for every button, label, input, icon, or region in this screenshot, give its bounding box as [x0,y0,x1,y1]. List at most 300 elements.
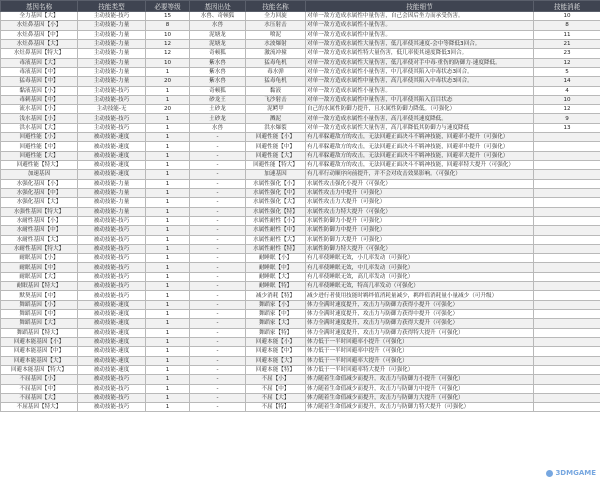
cost-cell [534,347,600,356]
source-cell: 奇顿狐 [190,49,246,58]
skill-name-cell: 水属性耐性【中】 [246,226,306,235]
gene-name-cell: 水耐性基因【大】 [1,235,78,244]
table-row [1,170,600,179]
skill-type-cell: 被动技能-技巧 [78,263,146,272]
table-row [1,310,600,319]
skill-name-cell: 水属性强化【中】 [246,188,306,197]
skill-type-cell: 被动技能-速度 [78,328,146,337]
skill-name-cell: 水属性强化【小】 [246,179,306,188]
skill-detail-cell: 对单一敌方造成水属性中量伤害，自己会因后坐力而承受伤害。 [306,12,534,21]
cost-cell: 21 [534,39,600,48]
source-cell: - [190,142,246,151]
table-row [1,188,600,197]
level-cell: 1 [146,123,190,132]
level-cell: 20 [146,105,190,114]
source-cell: - [190,188,246,197]
cost-cell [534,226,600,235]
skill-detail-cell: 对单一敌方造成水属性大量伤害，低几率使对手中毒·重伤的防御力·速度降低。 [306,58,534,67]
gene-name-cell: 水耐性基因【小】 [1,216,78,225]
table-header-row [1,1,600,12]
table-row [1,393,600,402]
table-row [1,328,600,337]
skill-name-cell: 舞蹈家【中】 [246,310,306,319]
gene-name-cell: 加速基因 [1,170,78,179]
source-cell: - [190,226,246,235]
table-row [1,49,600,58]
level-cell: 1 [146,254,190,263]
level-cell: 1 [146,291,190,300]
cost-cell [534,300,600,309]
table-row [1,235,600,244]
cost-cell [534,207,600,216]
gene-name-cell: 舞蹈基因【大】 [1,319,78,328]
source-cell: - [190,216,246,225]
col-header-skill-cost: 技能消耗 [534,1,600,12]
skill-type-cell: 被动技能-速度 [78,356,146,365]
gene-name-cell: 流水基因【小】 [1,105,78,114]
gene-name-cell: 回避性能【大】 [1,151,78,160]
skill-name-cell: 回避本能【特】 [246,365,306,374]
col-header-skill-type: 技能类型 [78,1,146,12]
level-cell: 1 [146,142,190,151]
skill-name-cell: 舞蹈家【小】 [246,300,306,309]
skill-type-cell: 主动技能-无 [78,105,146,114]
cost-cell [534,365,600,374]
gene-name-cell: 回避本能基因【大】 [1,356,78,365]
skill-type-cell: 被动技能-技巧 [78,254,146,263]
level-cell: 20 [146,77,190,86]
cost-cell: 12 [534,58,600,67]
gene-name-cell: 毒液基因【大】 [1,58,78,67]
source-cell: 水兽、奇顿狐 [190,12,246,21]
skill-detail-cell: 水属性防御力中提升（可强化） [306,226,534,235]
level-cell: 1 [146,67,190,76]
skill-type-cell: 被动技能-力量 [78,188,146,197]
skill-type-cell: 主动技能-力量 [78,67,146,76]
skill-detail-cell: 水属性防御力小提升（可强化） [306,216,534,225]
skill-detail-cell: 有几率使睡眠无效，特高几率发动（可强化） [306,282,534,291]
skill-detail-cell: 体力低于一半时回避率特大提升（可强化） [306,365,534,374]
skill-detail-cell: 对单一敌方造成水属性中量伤害。 [306,30,534,39]
table-row [1,151,600,160]
skill-name-cell: 猛毒龟机 [246,77,306,86]
skill-type-cell: 主动技能-技巧 [78,114,146,123]
table-row [1,30,600,39]
source-cell: - [190,347,246,356]
skill-type-cell: 被动技能-技巧 [78,384,146,393]
gene-name-cell: 全力基因【大】 [1,12,78,21]
source-cell: - [190,244,246,253]
skill-type-cell: 主动技能-力量 [78,21,146,30]
skill-type-cell: 主动技能-技巧 [78,12,146,21]
source-cell: - [190,263,246,272]
gene-name-cell: 水灶鼻基因【特大】 [1,49,78,58]
skill-type-cell: 主动技能-力量 [78,39,146,48]
cost-cell [534,291,600,300]
level-cell: 1 [146,319,190,328]
skill-name-cell: 回避本能【大】 [246,356,306,365]
skill-type-cell: 被动技能-技巧 [78,272,146,281]
source-cell: - [190,151,246,160]
source-cell: - [190,282,246,291]
skill-name-cell: 耐睡眠【中】 [246,263,306,272]
cost-cell: 8 [534,21,600,30]
source-cell: 水兽 [190,123,246,132]
skill-name-cell: 不屈【中】 [246,384,306,393]
cost-cell [534,263,600,272]
skill-detail-cell: 体力随着生命值减少而提升，攻击力与防御力小提升（可强化） [306,375,534,384]
skill-detail-cell: 水属性攻击力中提升（可强化） [306,188,534,197]
skill-type-cell: 被动技能-速度 [78,133,146,142]
source-cell: - [190,161,246,170]
source-cell: - [190,133,246,142]
level-cell: 12 [146,39,190,48]
skill-name-cell: 不屈【小】 [246,375,306,384]
source-cell: 砂龙王 [190,95,246,104]
cost-cell [534,142,600,151]
skill-detail-cell: 有几率行动顺序向前提升，并不会对攻击效果影响。（可强化） [306,170,534,179]
skill-name-cell: 飞沙射击 [246,95,306,104]
col-header-skill-name: 技能名称 [246,1,306,12]
gene-name-cell: 不屈基因【中】 [1,384,78,393]
gene-name-cell: 浅水基因【小】 [1,114,78,123]
source-cell: - [190,179,246,188]
gene-name-cell: 水灶鼻基因【中】 [1,30,78,39]
level-cell: 1 [146,179,190,188]
cost-cell [534,375,600,384]
level-cell: 1 [146,161,190,170]
skill-detail-cell: 水属性攻击力大提升（可强化） [306,198,534,207]
cost-cell: 5 [534,67,600,76]
cost-cell [534,198,600,207]
table-row [1,142,600,151]
level-cell: 1 [146,384,190,393]
skill-type-cell: 主动技能-力量 [78,77,146,86]
skill-name-cell: 水属性强化【大】 [246,198,306,207]
source-cell: 土砂龙 [190,114,246,123]
cost-cell [534,393,600,402]
skill-name-cell: 减少消耗【特】 [246,291,306,300]
cost-cell: 12 [534,105,600,114]
source-cell: 紫水兽 [190,77,246,86]
cost-cell [534,244,600,253]
skill-detail-cell: 对单一敌方造成水属性特大量伤害，低几率使其速度降低3回合。 [306,49,534,58]
skill-type-cell: 被动技能-技巧 [78,393,146,402]
level-cell: 1 [146,226,190,235]
skill-detail-cell: 体力随着生命值减少而提升，攻击力与防御力大提升（可强化） [306,393,534,402]
skill-type-cell: 主动技能-技巧 [78,123,146,132]
cost-cell [534,337,600,346]
table-row [1,123,600,132]
skill-type-cell: 被动技能-速度 [78,365,146,374]
skill-type-cell: 被动技能-技巧 [78,226,146,235]
table-row [1,179,600,188]
level-cell: 1 [146,282,190,291]
skill-name-cell: 回避性能【特大】 [246,161,306,170]
skill-name-cell: 回避性能【中】 [246,142,306,151]
col-header-gene-name: 基因名称 [1,1,78,12]
skill-detail-cell: 体力全满时速度提升，攻击力与防御力获得中提升（可强化） [306,310,534,319]
gene-name-cell: 不屈基因【大】 [1,393,78,402]
cost-cell: 13 [534,123,600,132]
table-row [1,263,600,272]
level-cell: 1 [146,86,190,95]
table-row [1,67,600,76]
table-row [1,77,600,86]
source-cell: - [190,356,246,365]
cost-cell [534,161,600,170]
table-row [1,375,600,384]
table-row [1,319,600,328]
table-row [1,198,600,207]
table-row [1,39,600,48]
skill-name-cell: 水压射击 [246,21,306,30]
source-cell: - [190,393,246,402]
skill-type-cell: 主动技能-力量 [78,49,146,58]
level-cell: 1 [146,207,190,216]
level-cell: 1 [146,347,190,356]
cost-cell: 10 [534,95,600,104]
skill-detail-cell: 对单一敌方造成水属性中量伤害，高几率使其陷入中毒状态3回合。 [306,77,534,86]
source-cell: 紫水兽 [190,67,246,76]
level-cell: 1 [146,170,190,179]
skill-type-cell: 被动技能-速度 [78,161,146,170]
watermark-logo [546,469,596,477]
skill-detail-cell: 体力全满时速度提升，攻击力与防御力获得大提升（可强化） [306,319,534,328]
skill-type-cell: 被动技能-技巧 [78,282,146,291]
source-cell: - [190,310,246,319]
skill-detail-cell: 对单一敌方造成水属性小量伤害，中几率使其陷入中毒状态3回合。 [306,67,534,76]
gene-name-cell: 舞蹈基因【特大】 [1,328,78,337]
cost-cell [534,188,600,197]
table-row [1,58,600,67]
col-header-gene-source: 基因出处 [190,1,246,12]
level-cell: 1 [146,114,190,123]
source-cell: - [190,365,246,374]
skill-name-cell: 不屈【大】 [246,393,306,402]
skill-detail-cell: 水属性攻击力特大提升（可强化） [306,207,534,216]
gene-name-cell: 默契基因【中】 [1,291,78,300]
table-row [1,161,600,170]
skill-detail-cell: 有几率躲避敌方的攻击，无法回避正面决斗不羁神技能，回避率中提升（可强化） [306,142,534,151]
skill-type-cell: 被动技能-力量 [78,179,146,188]
cost-cell [534,272,600,281]
gene-name-cell: 毒刺基因【中】 [1,95,78,104]
skill-name-cell: 不屈【特】 [246,403,306,412]
gene-name-cell: 回避本能基因【小】 [1,337,78,346]
gene-name-cell: 黏液基因【小】 [1,86,78,95]
source-cell: - [190,328,246,337]
skill-detail-cell: 水属性防御力特大提升（可强化） [306,244,534,253]
skill-detail-cell: 体力低于一半时回避率小提升（可强化） [306,337,534,346]
level-cell: 8 [146,21,190,30]
skill-type-cell: 主动技能-力量 [78,58,146,67]
source-cell: 水兽 [190,21,246,30]
skill-name-cell: 回避本能【中】 [246,347,306,356]
skill-name-cell: 舞蹈家【大】 [246,319,306,328]
skill-detail-cell: 对单一敌方造成水属性大量伤害，高几率降低其防御力与速度降低 [306,123,534,132]
skill-type-cell: 被动技能-速度 [78,319,146,328]
level-cell: 1 [146,393,190,402]
skill-detail-cell: 对单一敌方造成水属性小量伤害，高几率使其速度降低。 [306,114,534,123]
source-cell: - [190,337,246,346]
level-cell: 1 [146,133,190,142]
skill-type-cell: 被动技能-技巧 [78,375,146,384]
table-row [1,207,600,216]
gene-name-cell: 回避性能【特大】 [1,161,78,170]
table-row [1,272,600,281]
skill-detail-cell: 对单一敌方造成水属性中量伤害，中几率使其陷入盲目状态 [306,95,534,104]
col-header-skill-detail: 技能细节 [306,1,534,12]
gene-name-cell: 耐眠基因【大】 [1,272,78,281]
level-cell: 1 [146,403,190,412]
source-cell: 泥塘龙 [190,30,246,39]
skill-detail-cell: 有几率躲避敌方的攻击，无法回避正面决斗不羁神技能，回避率大提升（可强化） [306,151,534,160]
cost-cell [534,282,600,291]
gene-name-cell: 回避性能【小】 [1,133,78,142]
cost-cell [534,254,600,263]
level-cell: 1 [146,188,190,197]
source-cell: - [190,319,246,328]
table-row [1,282,600,291]
level-cell: 1 [146,328,190,337]
table-row [1,384,600,393]
gene-name-cell: 耐眠基因【中】 [1,263,78,272]
cost-cell [534,384,600,393]
cost-cell [534,133,600,142]
skill-detail-cell: 体力全满时速度提升，攻击力与防御力获得特大提升（可强化） [306,328,534,337]
cost-cell [534,216,600,225]
table-row [1,356,600,365]
skill-type-cell: 被动技能-技巧 [78,216,146,225]
source-cell: - [190,254,246,263]
gene-name-cell: 耐眠基因【小】 [1,254,78,263]
level-cell: 1 [146,356,190,365]
table-row [1,12,600,21]
gene-name-cell: 回避性能【中】 [1,142,78,151]
skill-type-cell: 被动技能-技巧 [78,291,146,300]
skill-name-cell: 黏液 [246,86,306,95]
skill-detail-cell: 有几率躲避敌方的攻击，无法回避正面决斗不羁神技能，回避率特大提升（可强化） [306,161,534,170]
level-cell: 1 [146,300,190,309]
skill-type-cell: 主动技能-技巧 [78,95,146,104]
table-row [1,337,600,346]
cost-cell [534,235,600,244]
source-cell: - [190,272,246,281]
skill-detail-cell: 有几率使睡眠无效，中几率发动（可强化） [306,263,534,272]
skill-name-cell: 毒水弹 [246,67,306,76]
level-cell: 1 [146,216,190,225]
skill-detail-cell: 体力全满时速度提升，攻击力与防御力获得小提升（可强化） [306,300,534,309]
table-row [1,114,600,123]
skill-detail-cell: 体力低于一半时回避率中提升（可强化） [306,347,534,356]
gene-name-cell: 水灶鼻基因【小】 [1,21,78,30]
level-cell: 15 [146,12,190,21]
skill-type-cell: 被动技能-速度 [78,151,146,160]
skill-type-cell: 被动技能-速度 [78,337,146,346]
skill-detail-cell: 对单一敌方造成水属性小量伤害。 [306,86,534,95]
cost-cell: 10 [534,12,600,21]
source-cell: 奇顿狐 [190,86,246,95]
level-cell: 1 [146,263,190,272]
skill-name-cell: 水波爆射 [246,39,306,48]
table-row [1,347,600,356]
gene-name-cell: 水耐性基因【中】 [1,226,78,235]
skill-detail-cell: 自己的水属性防御力提升，且水属性防御力降低。（可强化） [306,105,534,114]
skill-type-cell: 被动技能-速度 [78,300,146,309]
source-cell: - [190,403,246,412]
skill-name-cell: 耐睡眠【小】 [246,254,306,263]
level-cell: 10 [146,58,190,67]
gene-name-cell: 水强化基因【中】 [1,188,78,197]
skill-detail-cell: 水属性攻击强化小提升（可强化） [306,179,534,188]
level-cell: 1 [146,375,190,384]
gene-name-cell: 毒液基因【中】 [1,67,78,76]
source-cell: - [190,375,246,384]
gene-name-cell: 舞蹈基因【小】 [1,300,78,309]
cost-cell [534,179,600,188]
skill-name-cell: 水属性耐性【大】 [246,235,306,244]
gene-name-cell: 水耐性基因【特大】 [1,244,78,253]
source-cell: - [190,207,246,216]
skill-name-cell: 回避本能【小】 [246,337,306,346]
level-cell: 10 [146,30,190,39]
level-cell: 1 [146,151,190,160]
gene-name-cell: 耐眠基因【特大】 [1,282,78,291]
gene-name-cell: 不屈基因【小】 [1,375,78,384]
level-cell: 1 [146,337,190,346]
skill-detail-cell: 有几率使睡眠无效，高几率发动（可强化） [306,272,534,281]
source-cell: 土砂龙 [190,105,246,114]
skill-type-cell: 被动技能-力量 [78,207,146,216]
skill-detail-cell: 有几率躲避敌方的攻击，无法回避正面决斗不羁神技能，回避率小提升（可强化） [306,133,534,142]
level-cell: 1 [146,310,190,319]
table-body [1,12,600,412]
level-cell: 1 [146,198,190,207]
cost-cell [534,170,600,179]
gene-name-cell: 舞蹈基因【中】 [1,310,78,319]
level-cell: 1 [146,272,190,281]
skill-name-cell: 耐睡眠【大】 [246,272,306,281]
gene-name-cell: 水强化基因【小】 [1,179,78,188]
skill-detail-cell: 对单一敌方造成水属性小量伤害。 [306,21,534,30]
gene-name-cell: 水强性基因【特大】 [1,207,78,216]
skill-name-cell: 全力回旋 [246,12,306,21]
skill-detail-cell: 体力随着生命值减少而提升，攻击力与防御力中提升（可强化） [306,384,534,393]
skill-type-cell: 被动技能-速度 [78,170,146,179]
skill-name-cell: 耐睡眠【特】 [246,282,306,291]
skill-type-cell: 被动技能-技巧 [78,244,146,253]
table-row [1,254,600,263]
skill-detail-cell: 对单一敌方造成水属性大量伤害，低几率使其速度-会中等降低3回合。 [306,39,534,48]
cost-cell [534,403,600,412]
table-row [1,86,600,95]
table-row [1,133,600,142]
skill-name-cell: 水属性强化【特】 [246,207,306,216]
table-row [1,105,600,114]
skill-name-cell: 激流冲撞 [246,49,306,58]
source-cell: 泥塘龙 [190,39,246,48]
watermark-text: 3DMGAME [555,469,596,477]
skill-name-cell: 舞蹈家【特】 [246,328,306,337]
skill-type-cell: 主动技能-技巧 [78,86,146,95]
source-cell: - [190,291,246,300]
table-row [1,216,600,225]
skill-name-cell: 洪水爆裂 [246,123,306,132]
skill-name-cell: 水属性耐性【特】 [246,244,306,253]
level-cell: 1 [146,244,190,253]
cost-cell: 9 [534,114,600,123]
